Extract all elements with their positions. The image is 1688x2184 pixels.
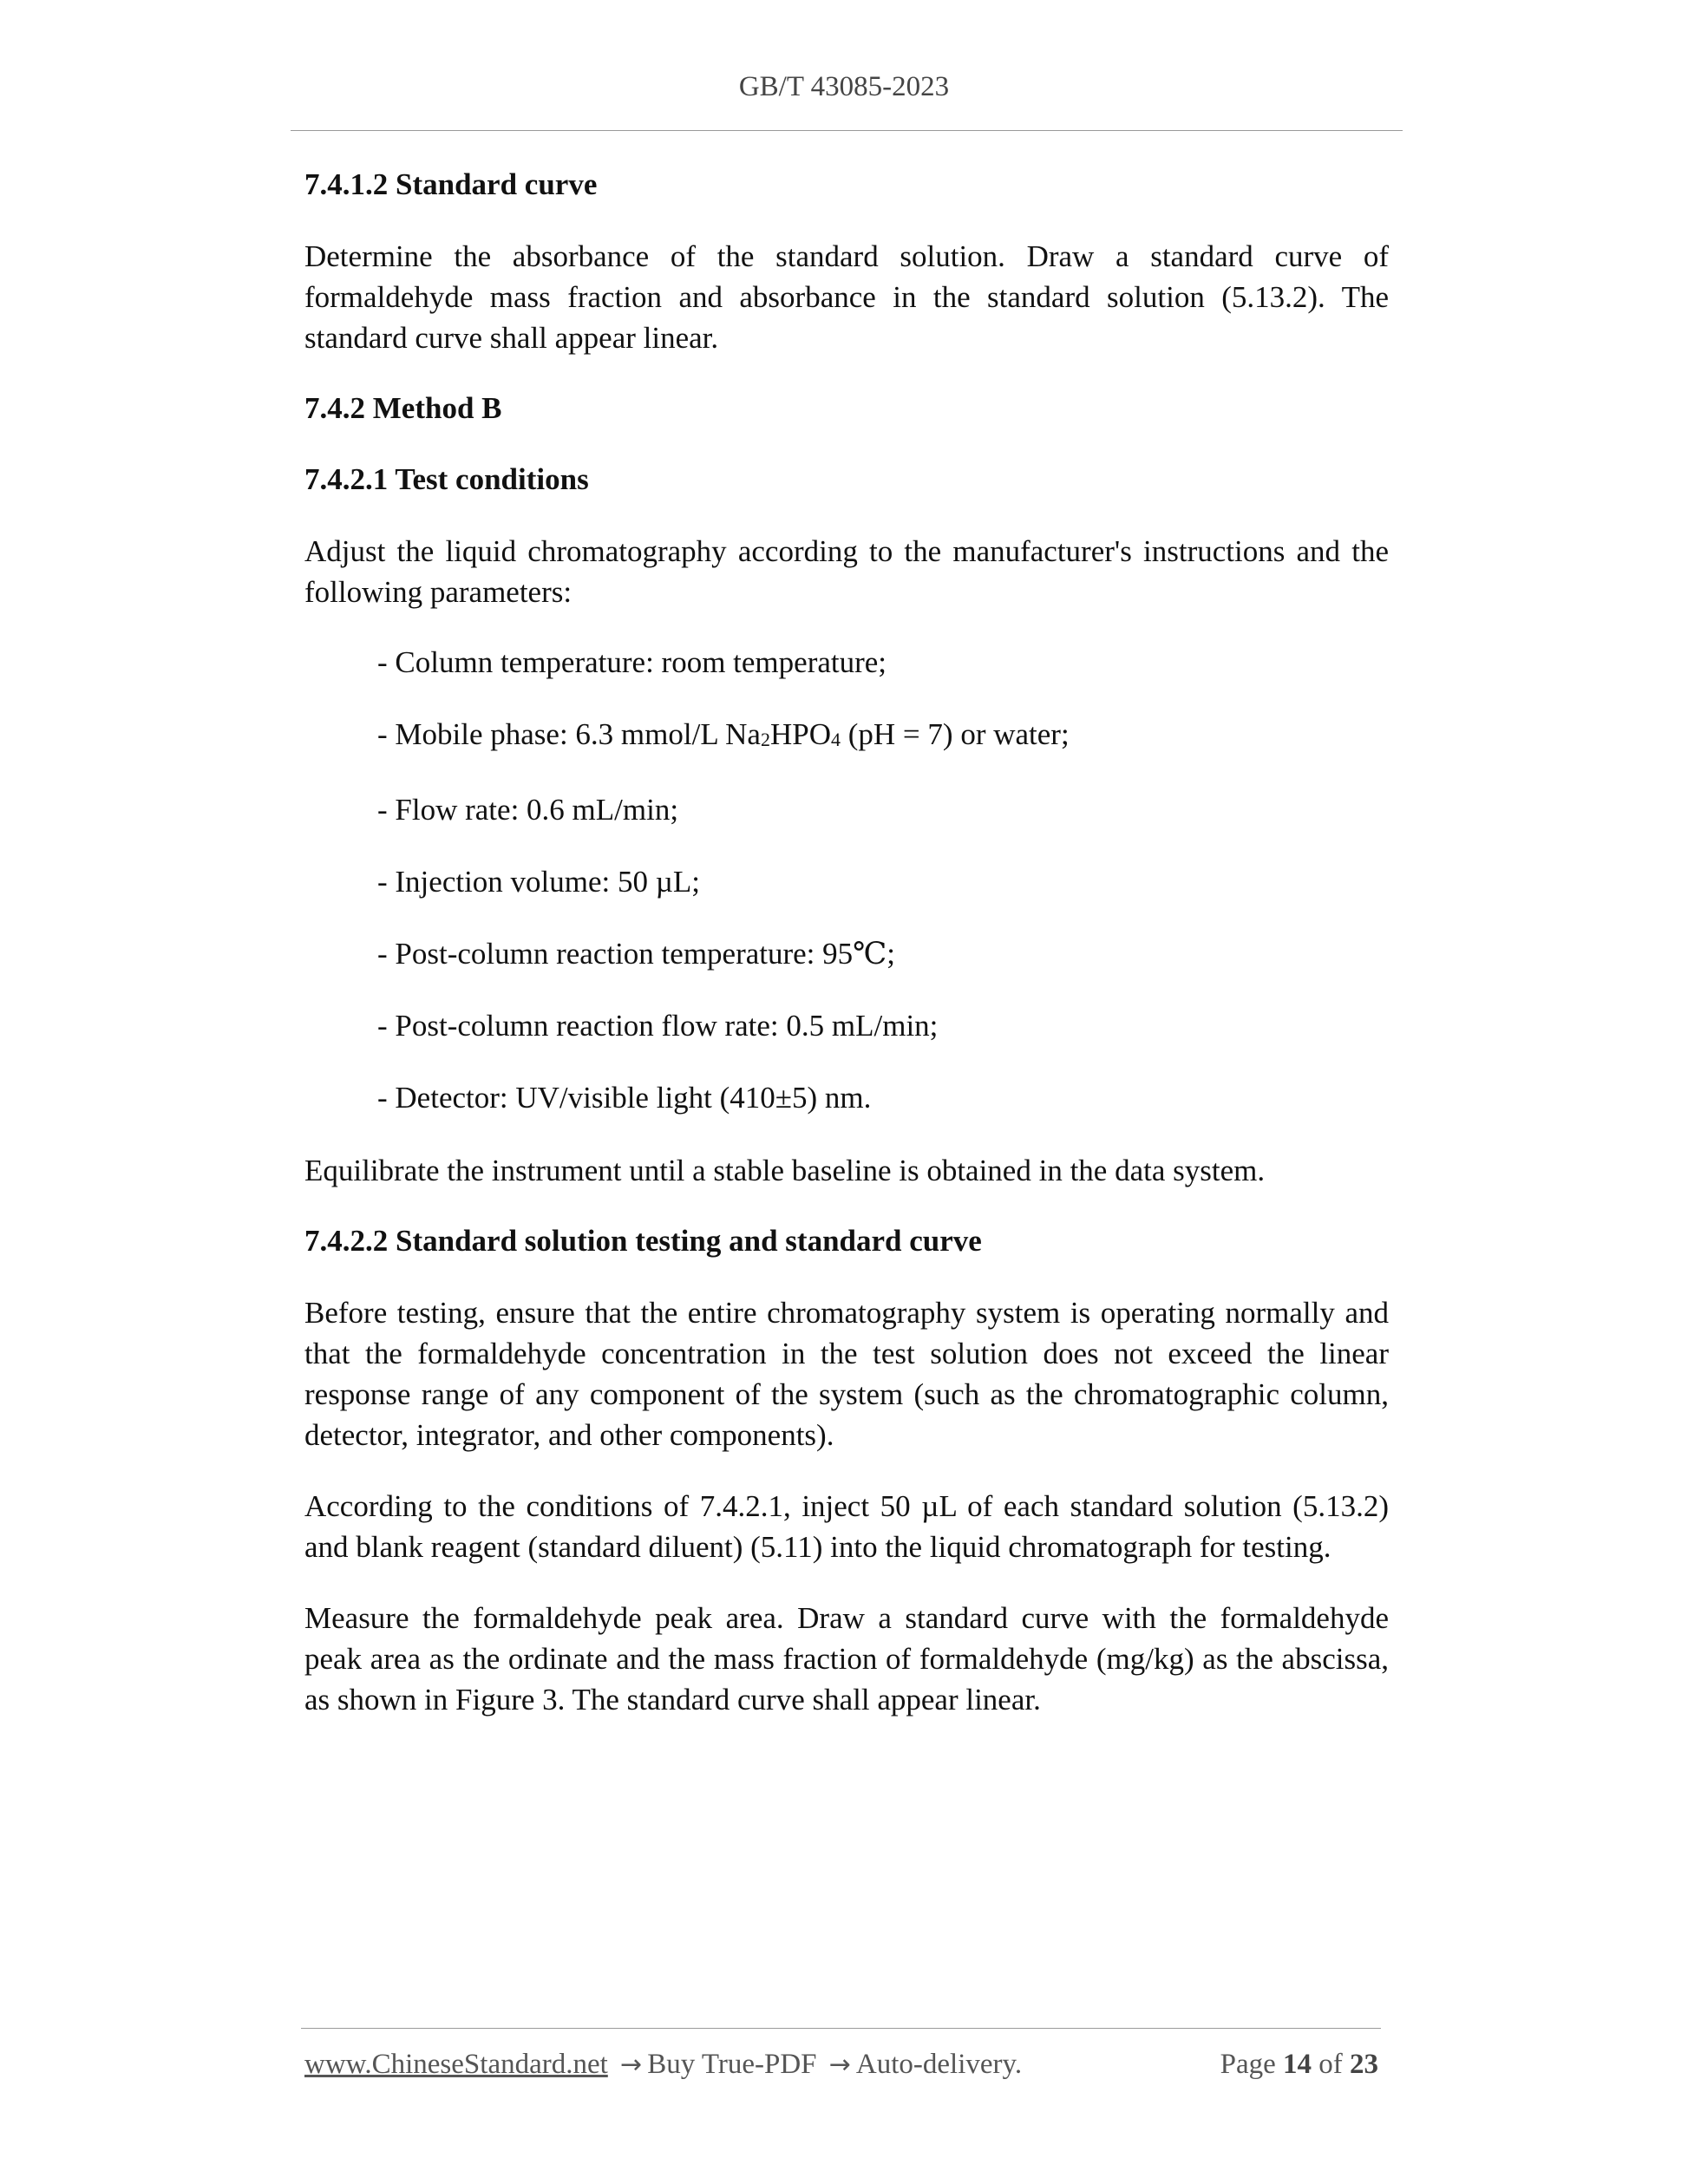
mobile-phase-prefix: - Mobile phase: 6.3 mmol/L Na	[377, 717, 761, 751]
paragraph-standard-curve: Determine the absorbance of the standard solution. Draw a standard curve of formaldehyde mass fraction and absorbance in the standard solution (5.13.2). The standard curve shall appear linear.	[304, 239, 1389, 355]
section-heading-7-4-2-1: 7.4.2.1 Test conditions	[304, 462, 589, 496]
page-current: 14	[1283, 2049, 1312, 2080]
page-header-standard-id: GB/T 43085-2023	[738, 71, 950, 102]
section-heading-7-4-1-2: 7.4.1.2 Standard curve	[304, 167, 598, 201]
paragraph-before-testing: Before testing, ensure that the entire chromatography system is operating normally and that the formaldehyde concentration in the test solution does not exceed the linear response range of any component of the system (such as the chromatographic column, detector, integrator, and other components).	[304, 1296, 1389, 1452]
list-item-post-column-flow-rate: - Post-column reaction flow rate: 0.5 mL/min;	[377, 1009, 939, 1043]
list-item-column-temperature: - Column temperature: room temperature;	[377, 645, 887, 679]
right-arrow-icon: →	[620, 2050, 643, 2080]
site-link[interactable]: www.ChineseStandard.net	[304, 2049, 608, 2080]
page-label: Page	[1220, 2049, 1276, 2080]
footer-left	[304, 2049, 1022, 2081]
buy-true-pdf-text: Buy True-PDF	[647, 2049, 817, 2080]
paragraph-equilibrate: Equilibrate the instrument until a stable baseline is obtained in the data system.	[304, 1154, 1266, 1187]
mobile-phase-subscript-2: 2	[760, 729, 770, 750]
list-item-detector: - Detector: UV/visible light (410±5) nm.	[377, 1081, 872, 1115]
paragraph-measure-peak-area: Measure the formaldehyde peak area. Draw a standard curve with the formaldehyde peak area as the ordinate and the mass fraction of formaldehyde (mg/kg) as the abscissa, as shown in Figure 3. The standard curve shall appear linear.	[304, 1601, 1389, 1716]
list-item-mobile-phase	[377, 715, 1389, 758]
header-divider	[291, 130, 1403, 131]
mobile-phase-subscript-4: 4	[831, 729, 841, 750]
page-of-label: of	[1318, 2049, 1343, 2080]
page-number	[1220, 2049, 1378, 2081]
mobile-phase-hpo: HPO	[769, 717, 831, 751]
right-arrow-icon: →	[828, 2050, 851, 2080]
paragraph-test-conditions-intro: Adjust the liquid chromatography according to the manufacturer's instructions and the following parameters:	[304, 534, 1389, 609]
paragraph-inject-standard: According to the conditions of 7.4.2.1, inject 50 µL of each standard solution (5.13.2) and blank reagent (standard diluent) (5.11) into the liquid chromatograph for testing.	[304, 1489, 1389, 1564]
page-total: 23	[1350, 2049, 1378, 2080]
mobile-phase-suffix: (pH = 7) or water;	[841, 717, 1070, 751]
footer-divider	[301, 2028, 1381, 2029]
list-item-post-column-temperature: - Post-column reaction temperature: 95℃;	[377, 937, 896, 971]
list-item-flow-rate: - Flow rate: 0.6 mL/min;	[377, 793, 679, 827]
section-heading-7-4-2-2: 7.4.2.2 Standard solution testing and standard curve	[304, 1224, 982, 1258]
section-heading-7-4-2: 7.4.2 Method B	[304, 391, 502, 425]
auto-delivery-text: Auto-delivery.	[855, 2049, 1023, 2080]
list-item-injection-volume: - Injection volume: 50 µL;	[377, 865, 701, 899]
document-body	[304, 165, 1389, 1750]
